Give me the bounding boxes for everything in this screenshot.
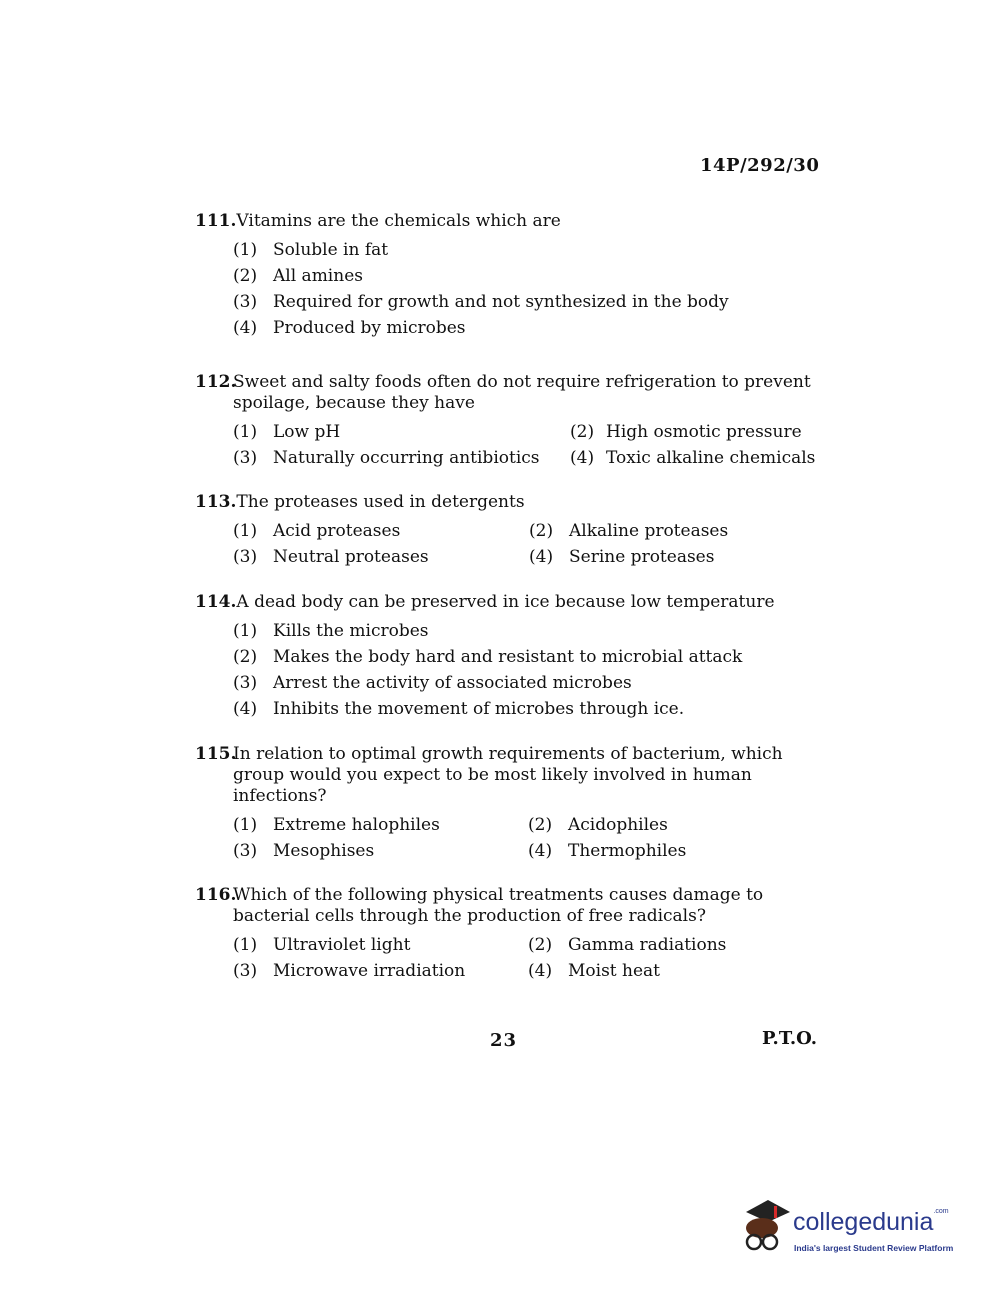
question-116 xyxy=(195,885,825,984)
question-115 xyxy=(195,744,825,864)
option-number: (1) xyxy=(233,421,258,442)
option-number: (3) xyxy=(233,447,258,468)
option xyxy=(529,547,714,568)
option-number: (4) xyxy=(233,317,258,338)
option-text: High osmotic pressure xyxy=(606,421,802,442)
option xyxy=(570,448,815,469)
option-text: Naturally occurring antibiotics xyxy=(273,447,540,468)
option-text: Alkaline proteases xyxy=(569,520,729,541)
option-text: Toxic alkaline chemicals xyxy=(606,447,816,468)
option-number: (2) xyxy=(233,646,258,667)
option-text: Produced by microbes xyxy=(273,317,466,338)
option-number: (2) xyxy=(570,421,595,442)
option xyxy=(233,547,529,568)
option-number: (2) xyxy=(528,814,553,835)
option-number: (4) xyxy=(529,546,554,567)
question-text: The proteases used in detergents xyxy=(236,492,525,512)
option-number: (1) xyxy=(233,814,258,835)
option xyxy=(233,618,825,644)
option-text: Arrest the activity of associated microbes xyxy=(273,672,632,693)
option xyxy=(529,521,728,542)
option-number: (3) xyxy=(233,672,258,693)
option-number: (4) xyxy=(570,447,595,468)
option-text: Acid proteases xyxy=(273,520,401,541)
question-text: A dead body can be preserved in ice because low temperature xyxy=(236,592,775,612)
paper-code: 14P/292/30 xyxy=(700,155,820,176)
option xyxy=(528,935,726,956)
option xyxy=(233,961,528,982)
option-text: Extreme halophiles xyxy=(273,814,440,835)
option-text: Gamma radiations xyxy=(568,934,727,955)
question-number: 111. xyxy=(195,211,237,231)
question-number: 114. xyxy=(195,592,237,612)
option-text: Microwave irradiation xyxy=(273,960,466,981)
question-text: Which of the following physical treatments causes damage to bacterial cells through the production of free radicals? xyxy=(233,885,764,926)
option xyxy=(233,521,529,542)
option-text: Ultraviolet light xyxy=(273,934,411,955)
option xyxy=(233,315,825,341)
option-number: (4) xyxy=(528,840,553,861)
option xyxy=(528,841,686,862)
option-number: (1) xyxy=(233,620,258,641)
option-text: Low pH xyxy=(273,421,341,442)
question-113 xyxy=(195,492,825,570)
option-text: Neutral proteases xyxy=(273,546,429,567)
option xyxy=(528,815,668,836)
option-text: Moist heat xyxy=(568,960,661,981)
option xyxy=(233,815,528,836)
question-number: 112. xyxy=(195,372,237,392)
option-text: Mesophises xyxy=(273,840,375,861)
question-text: Sweet and salty foods often do not require refrigeration to prevent spoilage, because they have xyxy=(233,372,811,413)
option-number: (1) xyxy=(233,934,258,955)
option-text: Required for growth and not synthesized in the body xyxy=(273,291,729,312)
option-number: (4) xyxy=(233,698,258,719)
mascot-icon xyxy=(738,1198,794,1258)
question-112 xyxy=(195,372,825,471)
question-number: 116. xyxy=(195,885,237,905)
option-number: (3) xyxy=(233,960,258,981)
option-number: (2) xyxy=(529,520,554,541)
question-text: In relation to optimal growth requirements of bacterium, which group would you expect to be most likely involved in human infections? xyxy=(233,744,783,806)
option-text: Thermophiles xyxy=(568,840,687,861)
option-number: (3) xyxy=(233,546,258,567)
option xyxy=(233,841,528,862)
option-number: (2) xyxy=(233,265,258,286)
option-text: Soluble in fat xyxy=(273,239,389,260)
option-text: All amines xyxy=(273,265,363,286)
option xyxy=(233,237,825,263)
option xyxy=(233,448,570,469)
option-number: (1) xyxy=(233,239,258,260)
option-number: (3) xyxy=(233,840,258,861)
option-text: Makes the body hard and resistant to microbial attack xyxy=(273,646,743,667)
option xyxy=(233,263,825,289)
pto-label: P.T.O. xyxy=(762,1028,818,1049)
option xyxy=(233,670,825,696)
option xyxy=(233,696,825,722)
option xyxy=(233,422,570,443)
question-114 xyxy=(195,592,825,722)
option xyxy=(528,961,660,982)
option xyxy=(233,935,528,956)
option xyxy=(570,422,802,443)
brand-name: collegedunia$^{.com}$ xyxy=(793,1208,949,1236)
question-text: Vitamins are the chemicals which are xyxy=(236,211,561,231)
option-number: (2) xyxy=(528,934,553,955)
question-number: 115. xyxy=(195,744,237,764)
option xyxy=(233,289,825,315)
brand-tagline: India's largest Student Review Platform xyxy=(794,1243,954,1253)
option-text: Kills the microbes xyxy=(273,620,429,641)
option-number: (3) xyxy=(233,291,258,312)
page-number: 23 xyxy=(490,1030,518,1051)
option-text: Acidophiles xyxy=(568,814,668,835)
option-text: Inhibits the movement of microbes through ice. xyxy=(273,698,685,719)
option-number: (1) xyxy=(233,520,258,541)
option-text: Serine proteases xyxy=(569,546,715,567)
option-number: (4) xyxy=(528,960,553,981)
question-111 xyxy=(195,211,825,341)
watermark-logo xyxy=(738,1198,963,1268)
question-number: 113. xyxy=(195,492,237,512)
option xyxy=(233,644,825,670)
